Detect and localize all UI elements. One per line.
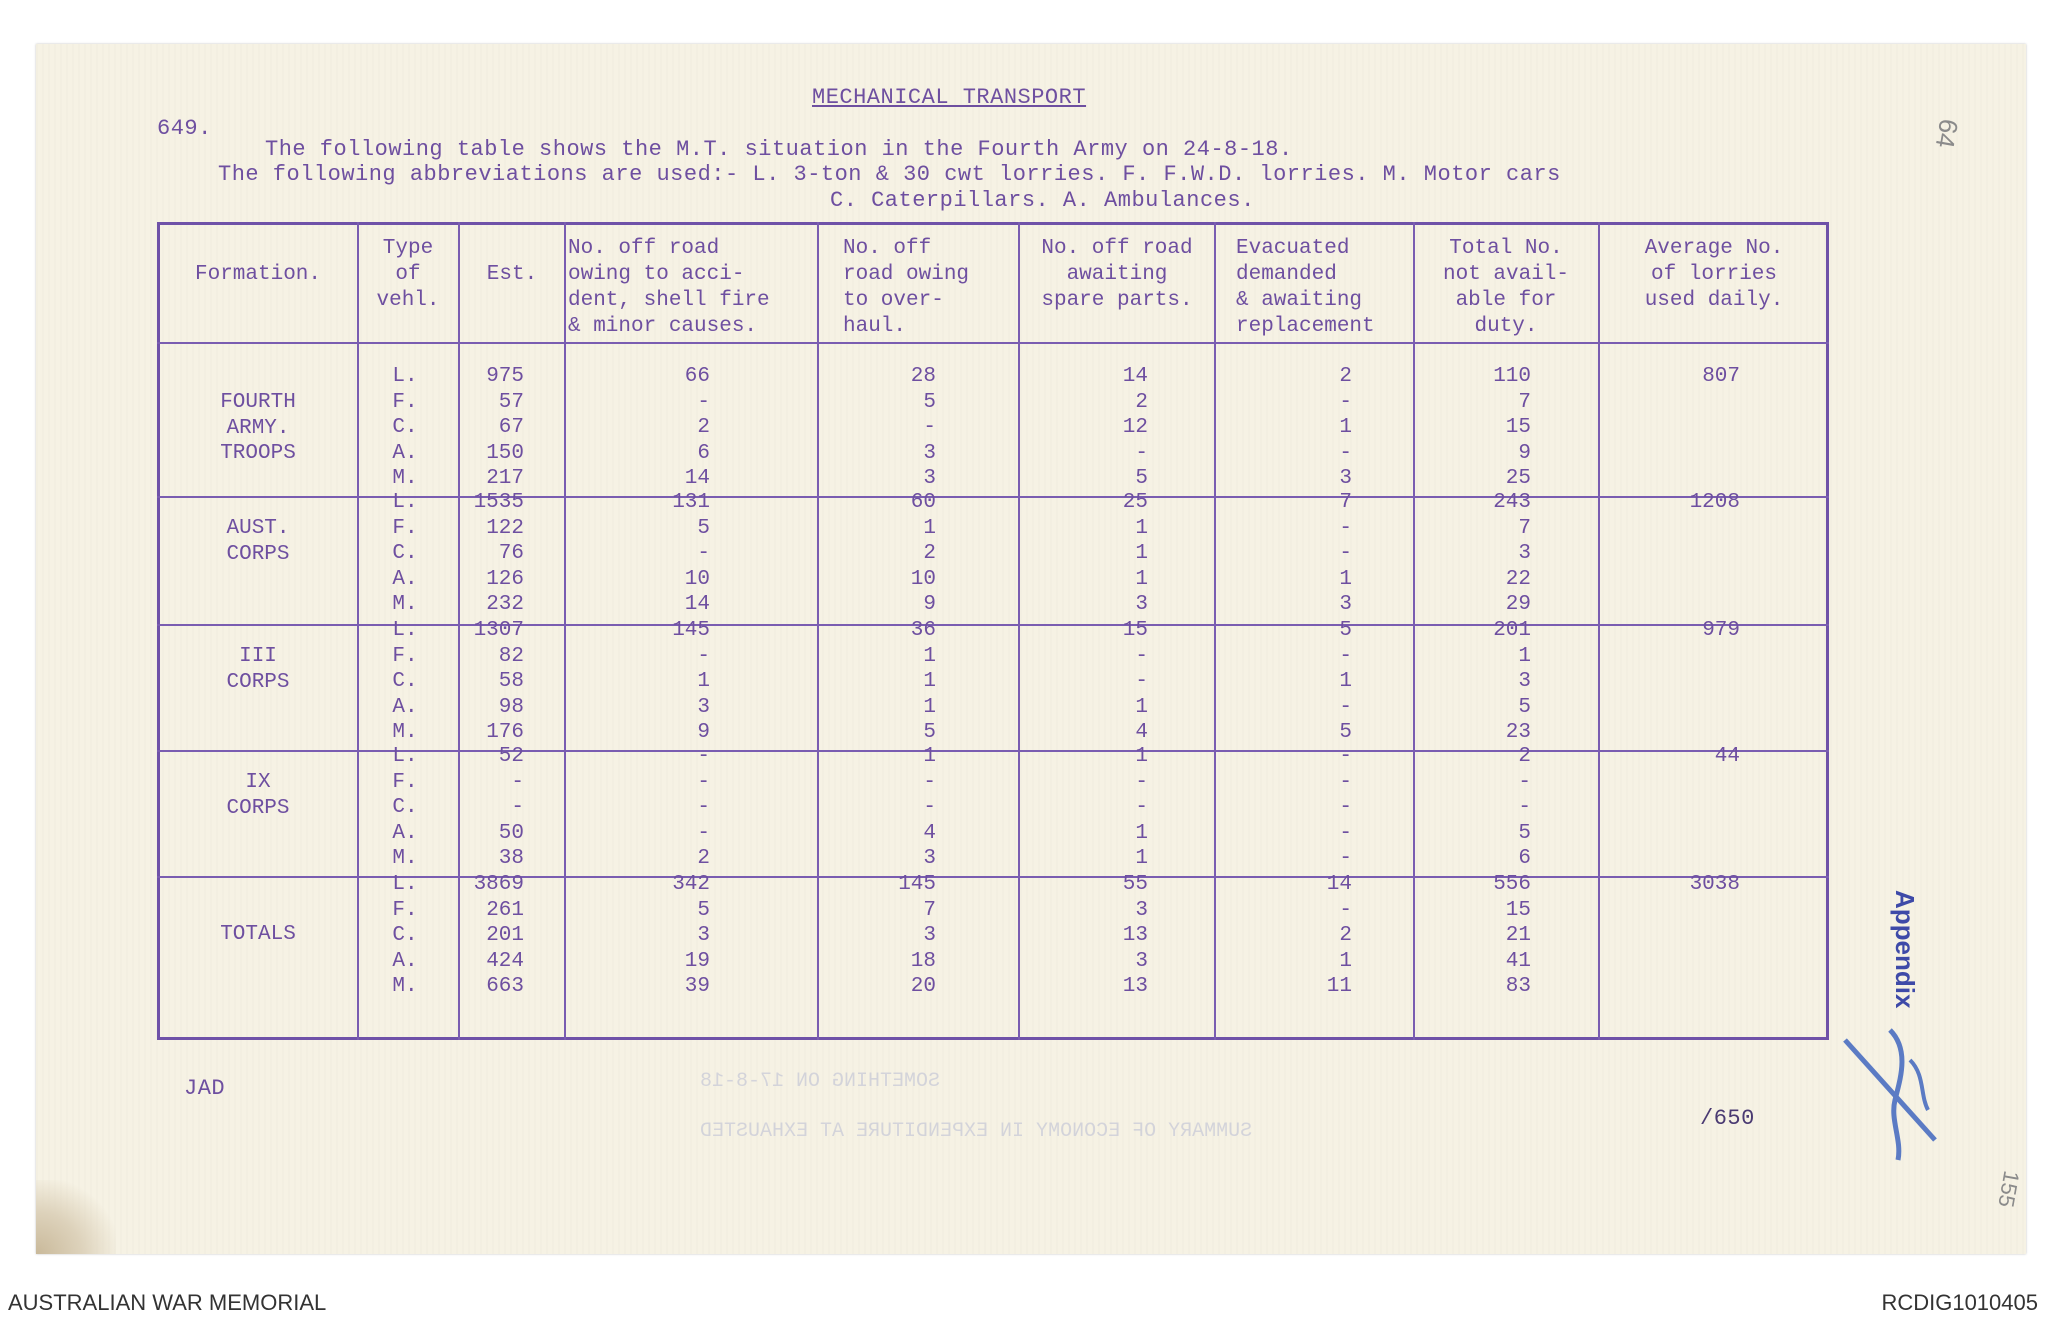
show-through-text: SOMETHING ON 17-8-18	[700, 1070, 941, 1093]
total-column: 243 7 3 22 29	[1493, 491, 1531, 616]
est-column: 3869 261 201 424 663	[473, 873, 524, 998]
est-column: 975 57 67 150 217	[486, 365, 524, 490]
spares-column: 15 - - 1 4	[1122, 619, 1148, 744]
est-column: 1535 122 76 126 232	[473, 491, 524, 616]
spares-column: 1 - - 1 1	[1135, 745, 1148, 870]
header-est: Est.	[486, 263, 538, 286]
document-number: 649.	[157, 116, 212, 141]
formation-label: III CORPS	[226, 645, 290, 694]
show-through-text: SUMMARY OF ECONOMY IN EXPENDITURE AT EXHAUSTED	[700, 1120, 1253, 1143]
average-value: 1208	[1689, 491, 1740, 514]
type-column: L. F. C. A. M.	[392, 491, 418, 616]
paper-stain	[36, 1180, 116, 1254]
appendix-number-mark	[1840, 1020, 1950, 1170]
archive-credit: AUSTRALIAN WAR MEMORIAL	[8, 1290, 327, 1315]
next-page-reference: /650	[1700, 1106, 1755, 1131]
spares-column: 55 3 13 3 13	[1122, 873, 1148, 998]
document-heading: MECHANICAL TRANSPORT	[812, 85, 1087, 110]
total-column: 110 7 15 9 25	[1493, 365, 1531, 490]
accident-column: 145 - 1 3 9	[672, 619, 710, 744]
est-column: 1307 82 58 98 176	[473, 619, 524, 744]
evacuated-column: 2 - 1 - 3	[1339, 365, 1352, 490]
header-evacuated: Evacuated demanded & awaiting replacement	[1236, 237, 1375, 338]
pencil-number-top: 64	[1929, 116, 1965, 151]
evacuated-column: 14 - 2 1 11	[1326, 873, 1352, 998]
appendix-stamp: Appendix	[1890, 890, 1920, 1009]
accident-column: 66 - 2 6 14	[684, 365, 710, 490]
evacuated-column: - - - - -	[1339, 745, 1352, 870]
spares-column: 25 1 1 1 3	[1122, 491, 1148, 616]
accident-column: - - - - 2	[697, 745, 710, 870]
average-value: 3038	[1689, 873, 1740, 896]
column-divider	[357, 222, 359, 1040]
type-column: L. F. C. A. M.	[392, 873, 418, 998]
type-column: L. F. C. A. M.	[392, 619, 418, 744]
total-column: 201 1 3 5 23	[1493, 619, 1531, 744]
header-divider	[157, 342, 1829, 344]
header-total: Total No. not avail- able for duty.	[1442, 237, 1570, 338]
header-formation: Formation.	[194, 263, 322, 286]
evacuated-column: 5 - 1 - 5	[1339, 619, 1352, 744]
intro-line-1: The following table shows the M.T. situation in the Fourth Army on 24-8-18.	[265, 137, 1293, 162]
accident-column: 342 5 3 19 39	[672, 873, 710, 998]
typist-initials: JAD	[184, 1076, 226, 1101]
total-column: 2 - - 5 6	[1518, 745, 1531, 870]
average-value: 44	[1714, 745, 1740, 768]
intro-line-2: The following abbreviations are used:- L. 3-ton & 30 cwt lorries. F. F.W.D. lorries. M. Motor cars	[218, 162, 1561, 187]
type-column: L. F. C. A. M.	[392, 745, 418, 870]
archive-image-id: RCDIG1010405	[1881, 1290, 2038, 1315]
average-value: 807	[1702, 365, 1740, 388]
overhaul-column: 145 7 3 18 20	[898, 873, 936, 998]
accident-column: 131 5 - 10 14	[672, 491, 710, 616]
type-column: L. F. C. A. M.	[392, 365, 418, 490]
spares-column: 14 2 12 - 5	[1122, 365, 1148, 490]
overhaul-column: 1 - - 4 3	[923, 745, 936, 870]
header-accident: No. off road owing to acci- dent, shell fire & minor causes.	[568, 237, 770, 338]
column-divider	[817, 222, 819, 1040]
header-type: Type of vehl.	[376, 237, 440, 312]
pencil-number-side: 155	[1993, 1168, 2025, 1210]
header-overhaul: No. off road owing to over- haul.	[843, 237, 970, 338]
overhaul-column: 60 1 2 10 9	[910, 491, 936, 616]
est-column: 52 - - 50 38	[498, 745, 524, 870]
header-spares: No. off road awaiting spare parts.	[1041, 237, 1193, 312]
column-divider	[564, 222, 566, 1040]
overhaul-column: 36 1 1 1 5	[910, 619, 936, 744]
formation-label: AUST. CORPS	[226, 517, 290, 566]
header-average: Average No. of lorries used daily.	[1644, 237, 1784, 312]
formation-label: FOURTH ARMY. TROOPS	[220, 391, 296, 465]
average-value: 979	[1702, 619, 1740, 642]
total-column: 556 15 21 41 83	[1493, 873, 1531, 998]
evacuated-column: 7 - - 1 3	[1339, 491, 1352, 616]
intro-line-3: C. Caterpillars. A. Ambulances.	[830, 188, 1255, 213]
formation-label: TOTALS	[220, 923, 296, 946]
formation-label: IX CORPS	[226, 771, 290, 820]
overhaul-column: 28 5 - 3 3	[910, 365, 936, 490]
